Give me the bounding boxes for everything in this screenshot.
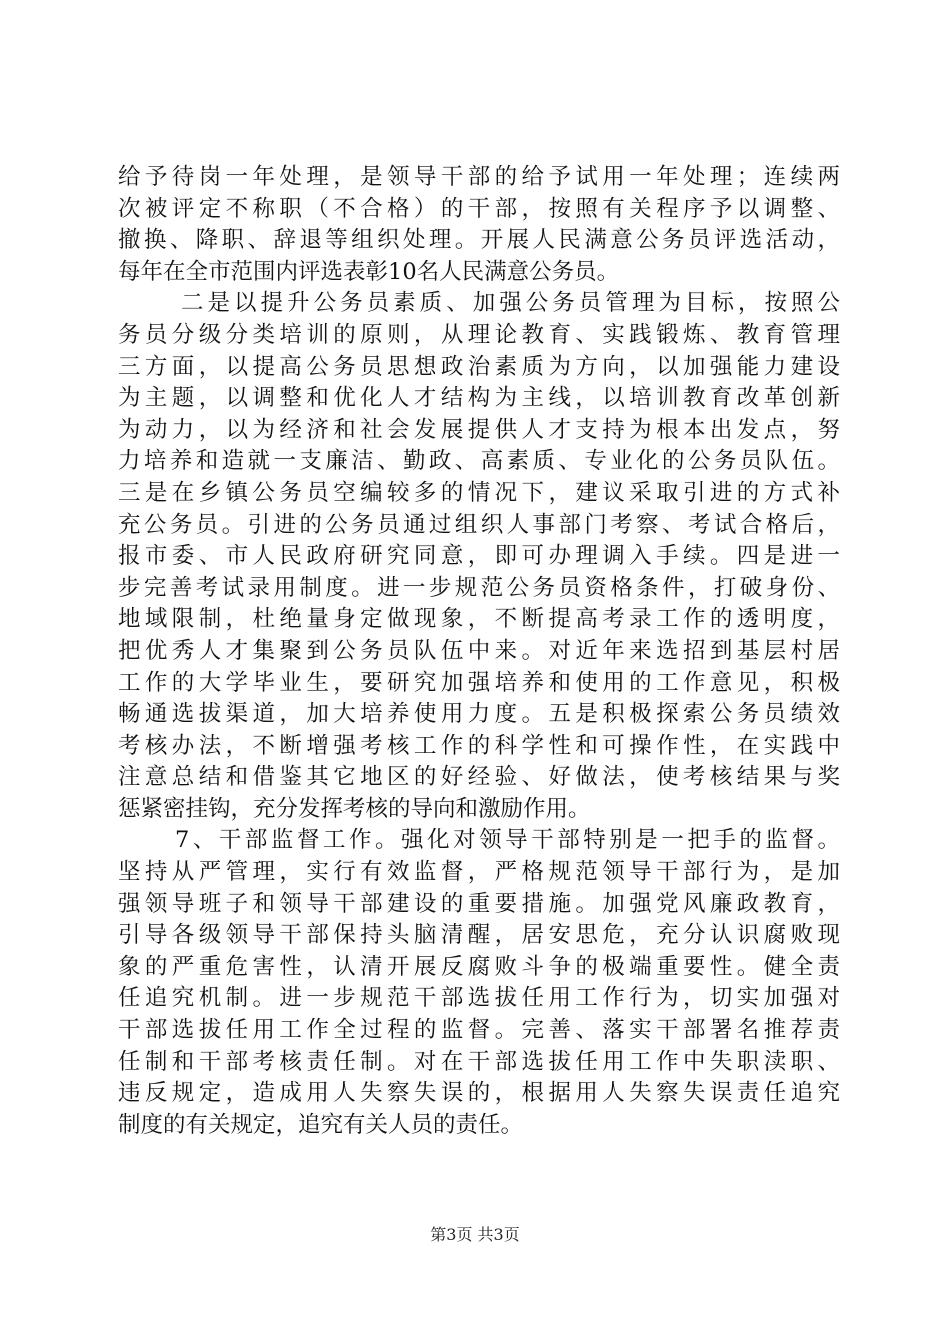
text-line: 干部选拔任用工作全过程的监督。完善、落实干部署名推荐责 <box>118 1017 840 1044</box>
text-line: 三是在乡镇公务员空编较多的情况下，建议采取引进的方式补 <box>118 479 840 506</box>
text-line: 地域限制，杜绝量身定做现象，不断提高考录工作的透明度， <box>118 606 840 633</box>
text-line: 引导各级领导干部保持头脑清醒，居安思危，充分认识腐败现 <box>118 922 840 949</box>
text-line: 7、干部监督工作。强化对领导干部特别是一把手的监督。 <box>175 827 840 854</box>
text-line: 惩紧密挂钩，充分发挥考核的导向和激励作用。 <box>118 795 591 822</box>
text-line: 坚持从严管理，实行有效监督，严格规范领导干部行为，是加 <box>118 859 840 886</box>
text-line: 象的严重危害性，认清开展反腐败斗争的极端重要性。健全责 <box>118 953 840 980</box>
text-line: 任制和干部考核责任制。对在干部选拔任用工作中失职渎职、 <box>118 1048 840 1075</box>
text-line: 每年在全市范围内评选表彰10名人民满意公务员。 <box>118 258 620 285</box>
text-line: 步完善考试录用制度。进一步规范公务员资格条件，打破身份、 <box>118 574 840 601</box>
text-line: 为动力，以为经济和社会发展提供人才支持为根本出发点，努 <box>118 416 840 443</box>
text-line: 强领导班子和领导干部建设的重要措施。加强党风廉政教育， <box>118 890 840 917</box>
text-line: 注意总结和借鉴其它地区的好经验、好做法，使考核结果与奖 <box>118 764 840 791</box>
text-line: 任追究机制。进一步规范干部选拔任用工作行为，切实加强对 <box>118 985 840 1012</box>
text-line: 给予待岗一年处理，是领导干部的给予试用一年处理；连续两 <box>118 164 840 190</box>
text-line: 次被评定不称职（不合格）的干部，按照有关程序予以调整、 <box>118 195 840 222</box>
document-body <box>118 162 840 1141</box>
text-line: 违反规定，造成用人失察失误的，根据用人失察失误责任追究 <box>118 1080 840 1107</box>
text-line: 为主题，以调整和优化人才结构为主线，以培训教育改革创新 <box>118 385 840 412</box>
text-line: 充公务员。引进的公务员通过组织人事部门考察、考试合格后， <box>118 511 840 538</box>
text-line: 制度的有关规定，追究有关人员的责任。 <box>118 1111 524 1138</box>
text-line: 二是以提升公务员素质、加强公务员管理为目标，按照公 <box>181 290 840 317</box>
text-line: 工作的大学毕业生，要研究加强培养和使用的工作意见，积极 <box>118 669 840 696</box>
text-line: 力培养和造就一支廉洁、勤政、高素质、专业化的公务员队伍。 <box>118 448 840 475</box>
text-line: 报市委、市人民政府研究同意，即可办理调入手续。四是进一 <box>118 543 840 570</box>
text-line: 把优秀人才集聚到公务员队伍中来。对近年来选招到基层村居 <box>118 637 840 664</box>
text-line: 务员分级分类培训的原则，从理论教育、实践锻炼、教育管理 <box>118 321 840 348</box>
text-line: 撤换、降职、辞退等组织处理。开展人民满意公务员评选活动， <box>118 227 840 254</box>
text-line: 三方面，以提高公务员思想政治素质为方向，以加强能力建设 <box>118 353 840 380</box>
text-line: 考核办法，不断增强考核工作的科学性和可操作性，在实践中 <box>118 732 840 759</box>
text-line: 畅通选拔渠道，加大培养使用力度。五是积极探索公务员绩效 <box>118 701 840 728</box>
page-number-footer: 第3页 共3页 <box>430 1225 520 1244</box>
